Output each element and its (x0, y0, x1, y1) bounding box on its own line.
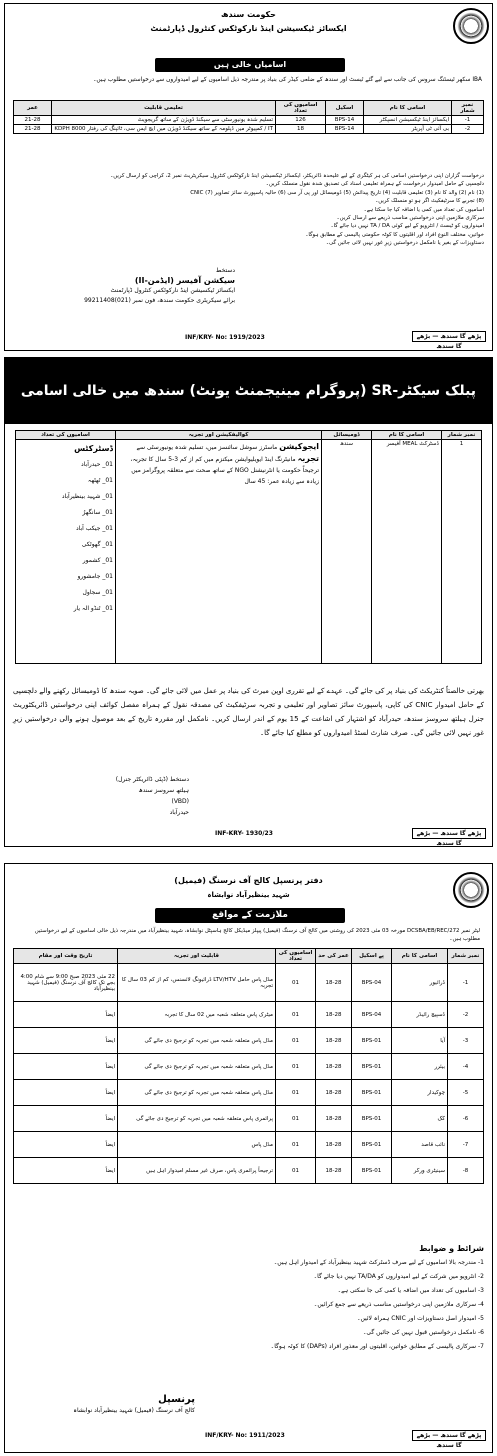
ad2-vacancy-table (15, 430, 482, 664)
age-limit: زیادہ سے زیادہ عمر: 45 سال (244, 478, 319, 485)
col-serial: نمبر شمار (452, 101, 484, 116)
cell-age: 18-28 (316, 1028, 352, 1054)
term-item: 6- نامکمل درخواستیں قبول نہیں کی جائیں گی۔ (362, 1329, 484, 1336)
cell-count: 01 (276, 1028, 316, 1054)
signer-department: ایکسائز ٹیکسیشن اینڈ نارکوٹکس کنٹرول ڈپارٹمنٹ (110, 287, 235, 294)
cell-venue: ایضاً (14, 1002, 118, 1028)
cell-qual: مڈل پاس (118, 1132, 276, 1158)
table-row (14, 1028, 484, 1054)
cell-qual: مڈل پاس حامل LTV/HTV ڈرائیونگ لائسنس، کم از کم 03 سال کا تجربہ (118, 964, 276, 1002)
education-label: ایجوکیشن (279, 442, 319, 451)
col-serial: نمبر شمار (442, 431, 482, 440)
district-item: 01_ شہید بینظیرآباد (61, 493, 113, 500)
cell-qual: ترجیحاً پرائمری پاس، صرف غیر مسلم امیدوار اہل ہیں (118, 1158, 276, 1184)
col-scale: پے اسکیل (352, 949, 392, 964)
table-row (14, 1054, 484, 1080)
cell-name: بیئرر (392, 1054, 448, 1080)
table-row (14, 964, 484, 1002)
cell-qual: مڈل پاس متعلقہ شعبہ میں تجربہ کو ترجیح دی جائے گی (118, 1080, 276, 1106)
note-item: امیدواروں کو ٹیسٹ / انٹرویو کے لیے کوئی TA / DA نہیں دیا جائے گا۔ (330, 223, 484, 230)
signer-department: ہیلتھ سروسز سندھ (138, 787, 189, 794)
ad-nursing-college (4, 863, 493, 1453)
table-row: 1- ایکسائز اینڈ ٹیکسیشن انسپکٹر BPS-14 126 تسلیم شدہ یونیورسٹی سے سیکنڈ ڈویژن کے ساتھ گریجویٹ 21-28 (14, 116, 484, 125)
term-item: 4- سرکاری ملازمین اپنی درخواستیں مناسب ذریعے سے جمع کرائیں۔ (313, 1301, 484, 1308)
table-row (14, 1080, 484, 1106)
cell-no: 2- (448, 1002, 484, 1028)
table-row (14, 1158, 484, 1184)
cell-scale: BPS-01 (352, 1080, 392, 1106)
cell-scale: BPS-04 (352, 964, 392, 1002)
cell-scale: BPS-01 (352, 1106, 392, 1132)
cell-scale: BPS-01 (352, 1158, 392, 1184)
ad3-signature-block (15, 1394, 195, 1416)
contact-phone: برائے سیکریٹری حکومت سندھ، فون نمبر (021)99211408 (84, 297, 235, 304)
cell-age: 18-28 (316, 1054, 352, 1080)
experience-text: مانیٹرنگ اینڈ ایویلیوایشن میکنزم میں کم از کم 3-5 سال کا تجربہ، ترجیحاً حکومت یا انٹرنیشنل NGO کے ساتھ صحت سے متعلقہ پروگرامز میں (130, 456, 319, 474)
term-item: 3- اسامیوں کی تعداد میں اضافہ یا کمی کی جا سکتی ہے۔ (337, 1287, 484, 1294)
district-item: 01_ ٹھٹھہ (87, 477, 113, 484)
department-title: ایکسائز ٹیکسیشن اینڈ نارکوٹکس کنٹرول ڈپارٹمنٹ (150, 24, 347, 33)
terms-title: شرائط و ضوابط (419, 1244, 484, 1253)
signer-department: کالج آف نرسنگ (فیمیل) شہید بینظیرآباد نوابشاہ (73, 1407, 195, 1414)
table-row: 2- بی آئی ٹی آپریٹر BPS-14 18 IT / کمپیوٹر میں ڈپلومہ کے ساتھ سیکنڈ ڈویژن میں ایچ ایس سی، ٹائپنگ کی رفتار 8000 KDPH 21-28 (14, 125, 484, 134)
ad-excise-department (4, 3, 493, 351)
cell-venue: ایضاً (14, 1054, 118, 1080)
college-title: دفتر پرنسپل کالج آف نرسنگ (فیمیل) (174, 876, 323, 885)
col-age: عمر (14, 101, 52, 116)
note-item: خواتین، مختلف النوع افراد اور اقلیتوں کا کوٹہ حکومتی پالیسی کے مطابق ہوگا۔ (305, 231, 484, 238)
cell-no: 5- (448, 1080, 484, 1106)
cell-name: نائب قاصد (392, 1132, 448, 1158)
signer-title: سیکشن آفیسر (ایڈمن-II) (134, 276, 235, 285)
cell-count: 01 (276, 1002, 316, 1028)
district-item: 01_ کشمور (82, 557, 113, 564)
table-row (14, 1106, 484, 1132)
cell-age: 18-28 (316, 1106, 352, 1132)
ad2-body: بھرتی خالصتاً کنٹریکٹ کی بنیاد پر کی جائے گی۔ عہدے کے لیے تقرری اوپن میرٹ کی بنیاد پر عمل میں لائی جائے گی۔ صوبہ سندھ کا ڈومیسائل رکھنے والے دلچسپی کے حامل امیدوار CNIC کی کاپی، پاسپورٹ سائز تصاویر اور تعلیمی و تجربہ سرٹیفکیٹ کی مصدقہ نقول کے ہمراہ مفصل کوائف اپنی درخواستیں ڈائریکٹوریٹ جنرل ہیلتھ سروسز سندھ، حیدرآباد کو اشتہار کی اشاعت کے 15 یوم کے اندر ارسال کریں۔ نامکمل اور مقررہ تاریخ کے بعد موصول ہونے والی درخواستیں زیرِ غور نہیں لائی جائیں گی۔ صرف شارٹ لسٹڈ امیدواروں کو مطلع کیا جائے گا۔ (13, 687, 484, 737)
cell-no: 8- (448, 1158, 484, 1184)
education-text: ماسٹرز سوشل سائنسز میں، تسلیم شدہ یونیورسٹی سے (136, 444, 278, 451)
cell-count: 01 (276, 1158, 316, 1184)
cell-name: آیا (392, 1028, 448, 1054)
col-post: اسامی کا نام (372, 431, 442, 440)
cell-age: 18-28 (316, 1080, 352, 1106)
term-item: 5- امیدوار اصل دستاویزات اور CNIC ہمراہ لائیں۔ (356, 1315, 484, 1322)
cell-age: 18-28 (316, 1002, 352, 1028)
col-age: عمر کی حد (316, 949, 352, 964)
cell-no: 3- (448, 1028, 484, 1054)
cell-name: سینیٹری ورکر (392, 1158, 448, 1184)
cell-no: 4- (448, 1054, 484, 1080)
signer-label: دستخط (215, 267, 235, 274)
col-scale: اسکیل (326, 101, 364, 116)
cell-qual: پرائمری پاس متعلقہ شعبہ میں تجربہ کو ترجیح دی جائے گی (118, 1106, 276, 1132)
col-post: اسامی کا نام (364, 101, 452, 116)
cell-age: 18-28 (316, 964, 352, 1002)
col-serial: نمبر شمار (448, 949, 484, 964)
cell-name: ڈرائیور (392, 964, 448, 1002)
term-item: 7- سرکاری پالیسی کے مطابق خواتین، اقلیتوں اور معذور افراد (DAPs) کا کوٹہ ہوگا۔ (270, 1343, 484, 1350)
district-item: 01_ سجاول (82, 589, 113, 596)
ad3-vacancy-table (13, 948, 484, 1184)
ad3-reference: INF/KRY- No: 1911/2023 (205, 1432, 285, 1439)
table-row (14, 1132, 484, 1158)
cell-count: 01 (276, 1054, 316, 1080)
col-qualification: قابلیت اور تجربہ (118, 949, 276, 964)
ad3-terms (13, 1242, 484, 1354)
cell-qual: میٹرک پاس متعلقہ شعبہ میں 02 سال کا تجربہ (118, 1002, 276, 1028)
term-item: 2- انٹرویو میں شرکت کے لیے امیدواروں کو TA/DA نہیں دیا جائے گا۔ (313, 1273, 484, 1280)
cell-no: 7- (448, 1132, 484, 1158)
col-count: اسامیوں کی تعداد (16, 431, 116, 440)
district-item: 01_ ٹنڈو الہ یار (73, 605, 113, 612)
experience-label: تجربہ (297, 454, 319, 463)
ad1-signature-block (15, 266, 235, 306)
ad2-reference: INF-KRY- 1930/23 (215, 830, 273, 837)
cell-scale: BPS-01 (352, 1054, 392, 1080)
district-item: 01_ حیدرآباد (81, 461, 113, 468)
sindh-emblem-icon (453, 8, 489, 44)
ad2-signature-block (19, 774, 189, 818)
ad-health-pmu (4, 357, 493, 847)
note-item: (1) نام (2) والد کا نام (3) تعلیمی قابلیت (4) تاریخ پیدائش (5) ڈومیسائل اور پی آر سی (6) حالیہ پاسپورٹ سائز تصاویر (7) CNIC (190, 189, 484, 196)
cell-count: 01 (276, 964, 316, 1002)
district-item: 01_ جیکب آباد (75, 525, 113, 532)
cell-count: 01 (276, 1132, 316, 1158)
col-qualification: تعلیمی قابلیت (52, 101, 276, 116)
ad3-intro: لیٹر نمبر DCSBA/EB/REC/272 مورخہ 03 مئی 2023 کی روشنی میں کالج آف نرسنگ (فیمیل) پیپلز میڈیکل کالج ہاسپٹل نوابشاہ، شہید بینظیرآباد میں مندرجہ ذیل خالی اسامیوں کے لیے درخواستیں مطلوب ہیں۔ (34, 928, 480, 942)
note-item: سرکاری ملازمین اپنی درخواستیں مناسب ذریعے سے ارسال کریں۔ (336, 215, 484, 222)
cell-count: 01 (276, 1106, 316, 1132)
pmu-banner: پبلک سیکٹر-SR (پروگرام مینیجمنٹ یونٹ) سندھ میں خالی اسامی (5, 358, 492, 424)
col-count: اسامیوں کی تعداد (276, 101, 326, 116)
gov-title: حکومت سندھ (221, 10, 276, 19)
cell-age: 18-28 (316, 1132, 352, 1158)
note-item: درخواست گزاران اپنی درخواستیں اسامی کی ہر کیٹگری کے لیے علیحدہ ڈائریکٹر، ایکسائز ٹیکسیشن اینڈ نارکوٹکس کنٹرول سیکریٹریٹ نمبر 2، کراچی کو ارسال کریں۔ (110, 173, 484, 179)
district-item: 01_ گھوٹکی (81, 541, 113, 548)
col-post: اسامی کا نام (392, 949, 448, 964)
note-item: اسامیوں کی تعداد میں کمی یا اضافہ کیا جا سکتا ہے۔ (363, 206, 484, 213)
sindh-emblem-icon (453, 872, 489, 908)
note-item: دلچسپی کے حامل امیدوار درخواست کے ہمراہ تعلیمی اسناد کی تصدیق شدہ نقول منسلک کریں۔ (265, 181, 484, 188)
col-venue: تاریخ وقت اور مقام (14, 949, 118, 964)
district-item: 01_ جامشورو (77, 573, 113, 580)
ad1-reference: INF/KRY- No: 1919/2023 (185, 334, 265, 341)
col-count: اسامیوں کی تعداد (276, 949, 316, 964)
districts-label: ڈسٹرکٹس (74, 444, 113, 453)
cell-name: چوکیدار (392, 1080, 448, 1106)
vacancy-banner: اسامیاں خالی ہیں (155, 58, 345, 72)
note-item: (8) تجربے کا سرٹیفکیٹ اگر ہو تو منسلک کریں۔ (375, 198, 484, 205)
cell-scale: BPS-04 (352, 1002, 392, 1028)
col-qualification: کوالیفکیشن اور تجربہ (116, 431, 322, 440)
table-row (14, 1002, 484, 1028)
cell-no: 1- (448, 964, 484, 1002)
cell-no: 6- (448, 1106, 484, 1132)
col-domicile: ڈومیسائل (322, 431, 372, 440)
ad2-footer-slogan: پڑھے گا سندھ — بڑھے گا سندھ (412, 828, 486, 839)
ad1-notes (13, 172, 484, 248)
ad1-footer-slogan: پڑھے گا سندھ — بڑھے گا سندھ (412, 331, 486, 342)
cell-age: 18-28 (316, 1158, 352, 1184)
signer-unit: (VBD) (171, 798, 189, 805)
cell-venue: ایضاً (14, 1106, 118, 1132)
ad1-intro: IBA سکھر ٹیسٹنگ سروس کی جانب سے لیے گئے ٹیسٹ اور سندھ کے ضلعی کیڈر کی بنیاد پر مندرجہ ذیل اسامیوں کے لیے امیدواروں سے درخواستیں مطلوب ہیں۔ (92, 77, 482, 83)
cell-venue: ایضاً (14, 1080, 118, 1106)
ad3-footer-slogan: پڑھے گا سندھ — بڑھے گا سندھ (412, 1430, 486, 1441)
table-row: 1 ڈسٹرکٹ MEAL آفیسر سندھ ایجوکیشن ماسٹرز سوشل سائنسز میں، تسلیم شدہ یونیورسٹی سے تجربہ مانیٹرنگ اینڈ ایویلیوایشن میکنزم میں کم از کم 3-5 سال کا تجربہ، ترجیحاً حکومت یا انٹرنیشنل NGO کے ساتھ صحت سے متعلقہ پروگرامز میں زیادہ سے زیادہ عمر: 45 سال ڈسٹرکٹس 01_ حیدرآباد 01_ ٹھٹھہ 01_ شہید بینظیرآباد 01_ سانگھڑ 01_ جیکب آباد 01_ گھوٹکی 01_ کشمور 01_ جامشورو 01_ سجاول 01_ ٹنڈو الہ یار (16, 440, 482, 664)
district-item: 01_ سانگھڑ (82, 509, 113, 516)
cell-venue: ایضاً (14, 1132, 118, 1158)
cell-name: ڈسپیچ رائیڈر (392, 1002, 448, 1028)
signer-title: دستخط (ڈپٹی ڈائریکٹر جنرل) (115, 776, 189, 783)
cell-count: 01 (276, 1080, 316, 1106)
jobs-banner: ملازمت کے مواقع (155, 908, 345, 923)
cell-venue: 22 مئی 2023 صبح 9:00 سے شام 4:00 بجے تک کالج آف نرسنگ (فیمیل) شہید بینظیرآباد (14, 964, 118, 1002)
note-item: دستاویزات کے بغیر یا نامکمل درخواستیں زیرِ غور نہیں لائی جائیں گی۔ (325, 240, 484, 247)
cell-scale: BPS-01 (352, 1132, 392, 1158)
signer-title: پرنسپل (158, 1394, 195, 1405)
signer-city: حیدرآباد (169, 809, 189, 816)
ad1-vacancy-table (13, 100, 484, 134)
cell-venue: ایضاً (14, 1158, 118, 1184)
cell-scale: BPS-01 (352, 1028, 392, 1054)
cell-qual: مڈل پاس متعلقہ شعبہ میں تجربہ کو ترجیح دی جائے گی (118, 1028, 276, 1054)
college-city: شہید بینظیرآباد نوابشاہ (207, 891, 290, 899)
cell-name: کک (392, 1106, 448, 1132)
term-item: 1- مندرجہ بالا اسامیوں کے لیے صرف ڈسٹرکٹ شہید بینظیرآباد کے امیدوار اہل ہیں۔ (273, 1259, 484, 1266)
cell-venue: ایضاً (14, 1028, 118, 1054)
cell-qual: مڈل پاس متعلقہ شعبہ میں تجربہ کو ترجیح دی جائے گی (118, 1054, 276, 1080)
